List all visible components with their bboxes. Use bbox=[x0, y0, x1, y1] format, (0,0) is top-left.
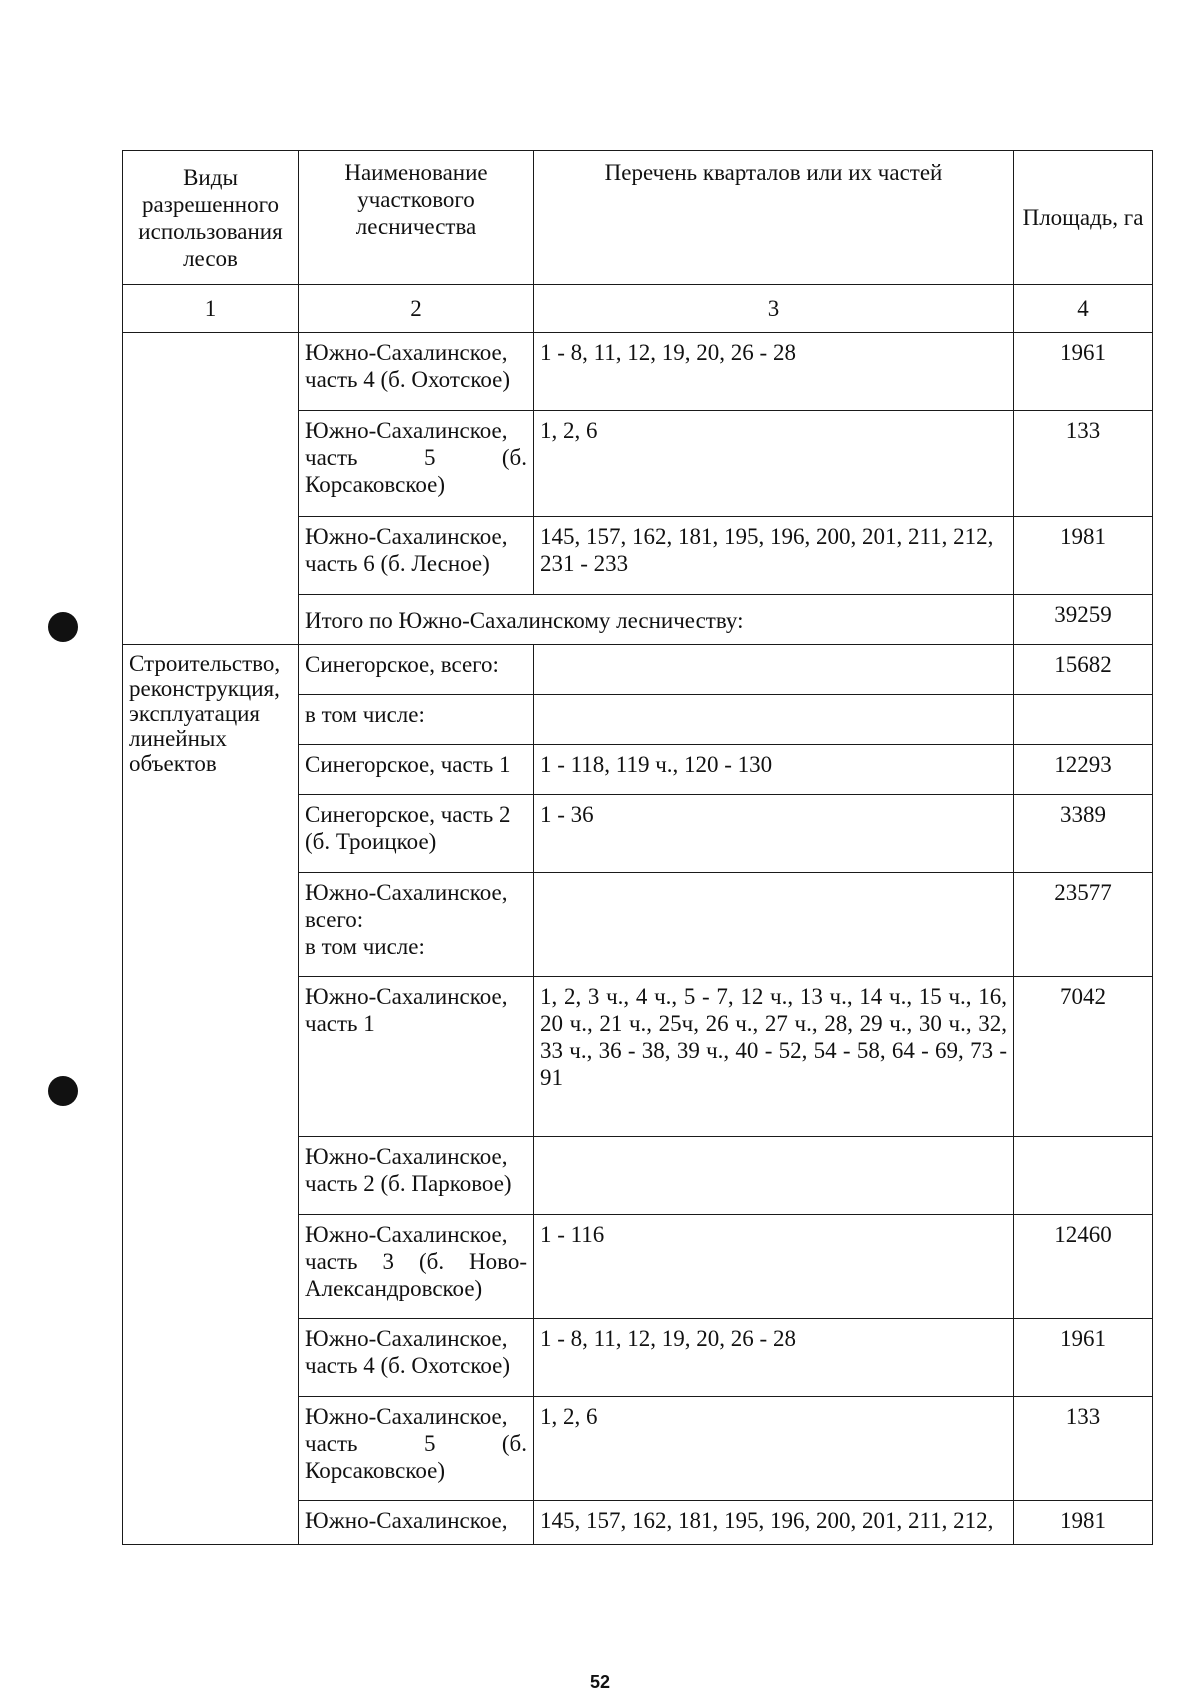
area-value: 3389 bbox=[1014, 795, 1153, 873]
forestry-name: Южно-Сахалинское, часть 6 (б. Лесное) bbox=[299, 517, 534, 595]
forestry-name-word: 5 bbox=[423, 1431, 436, 1456]
quarters-list bbox=[534, 645, 1014, 695]
forestry-name bbox=[299, 873, 534, 977]
column-number-3: 3 bbox=[534, 285, 1014, 333]
forestry-name-line bbox=[305, 444, 527, 471]
forestry-name-line: Южно-Сахалинское, bbox=[305, 418, 508, 443]
forestry-name: Южно-Сахалинское, часть 4 (б. Охотское) bbox=[299, 333, 534, 411]
forest-use-table bbox=[122, 150, 1153, 1545]
forestry-name: Южно-Сахалинское, bbox=[299, 1501, 534, 1545]
area-value bbox=[1014, 1137, 1153, 1215]
quarters-list bbox=[534, 873, 1014, 977]
forestry-name-word: часть bbox=[305, 1431, 358, 1456]
forestry-name: Синегорское, часть 1 bbox=[299, 745, 534, 795]
forestry-name: в том числе: bbox=[299, 695, 534, 745]
column-number-2: 2 bbox=[299, 285, 534, 333]
forestry-name-line: Корсаковское) bbox=[305, 472, 445, 497]
quarters-list: 1 - 8, 11, 12, 19, 20, 26 - 28 bbox=[534, 1319, 1014, 1397]
quarters-list: 1, 2, 6 bbox=[534, 1397, 1014, 1501]
area-value: 23577 bbox=[1014, 873, 1153, 977]
quarters-list: 1, 2, 3 ч., 4 ч., 5 - 7, 12 ч., 13 ч., 14 ч., 15 ч., 16, 20 ч., 21 ч., 25ч, 26 ч., 27 ч., 28, 29 ч., 30 ч., 32, 33 ч., 36 - 38, 39 ч., 40 - 52, 54 - 58, 64 - 69, 73 - 91 bbox=[534, 977, 1014, 1137]
area-value: 1961 bbox=[1014, 333, 1153, 411]
quarters-list bbox=[534, 695, 1014, 745]
forestry-name-line: Корсаковское) bbox=[305, 1458, 445, 1483]
header-use-type: Виды разрешенного использования лесов bbox=[123, 151, 299, 285]
forestry-name-line: всего: bbox=[305, 907, 364, 932]
page-number: 52 bbox=[589, 1672, 611, 1692]
table-row bbox=[123, 645, 1153, 695]
total-area: 39259 bbox=[1014, 595, 1153, 645]
area-value: 7042 bbox=[1014, 977, 1153, 1137]
area-value: 133 bbox=[1014, 411, 1153, 517]
forestry-name bbox=[299, 411, 534, 517]
quarters-list: 1, 2, 6 bbox=[534, 411, 1014, 517]
forestry-name: Южно-Сахалинское, часть 4 (б. Охотское) bbox=[299, 1319, 534, 1397]
column-number-row bbox=[123, 285, 1153, 333]
forestry-name-word: часть bbox=[305, 445, 358, 470]
quarters-list: 145, 157, 162, 181, 195, 196, 200, 201, 211, 212, bbox=[534, 1501, 1014, 1545]
quarters-list: 1 - 36 bbox=[534, 795, 1014, 873]
quarters-list: 145, 157, 162, 181, 195, 196, 200, 201, 211, 212, 231 - 233 bbox=[534, 517, 1014, 595]
area-value: 12293 bbox=[1014, 745, 1153, 795]
punch-hole-lower bbox=[48, 1076, 78, 1106]
column-number-1: 1 bbox=[123, 285, 299, 333]
table-row bbox=[123, 333, 1153, 411]
quarters-list: 1 - 8, 11, 12, 19, 20, 26 - 28 bbox=[534, 333, 1014, 411]
area-value: 15682 bbox=[1014, 645, 1153, 695]
forestry-name: Южно-Сахалинское, часть 2 (б. Парковое) bbox=[299, 1137, 534, 1215]
forestry-name bbox=[299, 1397, 534, 1501]
forestry-name-line: Южно-Сахалинское, bbox=[305, 1404, 508, 1429]
area-value: 1981 bbox=[1014, 517, 1153, 595]
area-value: 1961 bbox=[1014, 1319, 1153, 1397]
forestry-name-word: 5 bbox=[423, 445, 436, 470]
forestry-name: Южно-Сахалинское, часть 3 (б. Ново-Александровское) bbox=[299, 1215, 534, 1319]
forestry-name-line: Южно-Сахалинское, bbox=[305, 880, 508, 905]
area-value: 12460 bbox=[1014, 1215, 1153, 1319]
forestry-name: Южно-Сахалинское, часть 1 bbox=[299, 977, 534, 1137]
punch-hole-upper bbox=[48, 612, 78, 642]
area-value: 133 bbox=[1014, 1397, 1153, 1501]
forestry-name-word: (б. bbox=[501, 1431, 527, 1456]
forestry-name-line: в том числе: bbox=[305, 934, 425, 959]
quarters-list bbox=[534, 1137, 1014, 1215]
forestry-name: Синегорское, всего: bbox=[299, 645, 534, 695]
area-value: 1981 bbox=[1014, 1501, 1153, 1545]
header-quarters: Перечень кварталов или их частей bbox=[534, 151, 1014, 285]
total-label: Итого по Южно-Сахалинскому лесничеству: bbox=[299, 595, 1014, 645]
use-type-cell: Строительство, реконструкция, эксплуатация линейных объектов bbox=[123, 645, 299, 1545]
area-value bbox=[1014, 695, 1153, 745]
table-header-row bbox=[123, 151, 1153, 285]
forestry-name-word: (б. bbox=[501, 445, 527, 470]
header-forestry-name: Наименование участкового лесничества bbox=[299, 151, 534, 285]
quarters-list: 1 - 118, 119 ч., 120 - 130 bbox=[534, 745, 1014, 795]
forestry-name: Синегорское, часть 2 (б. Троицкое) bbox=[299, 795, 534, 873]
use-type-cell-continued bbox=[123, 333, 299, 645]
header-area: Площадь, га bbox=[1014, 151, 1153, 285]
quarters-list: 1 - 116 bbox=[534, 1215, 1014, 1319]
forestry-name-line bbox=[305, 1430, 527, 1457]
column-number-4: 4 bbox=[1014, 285, 1153, 333]
